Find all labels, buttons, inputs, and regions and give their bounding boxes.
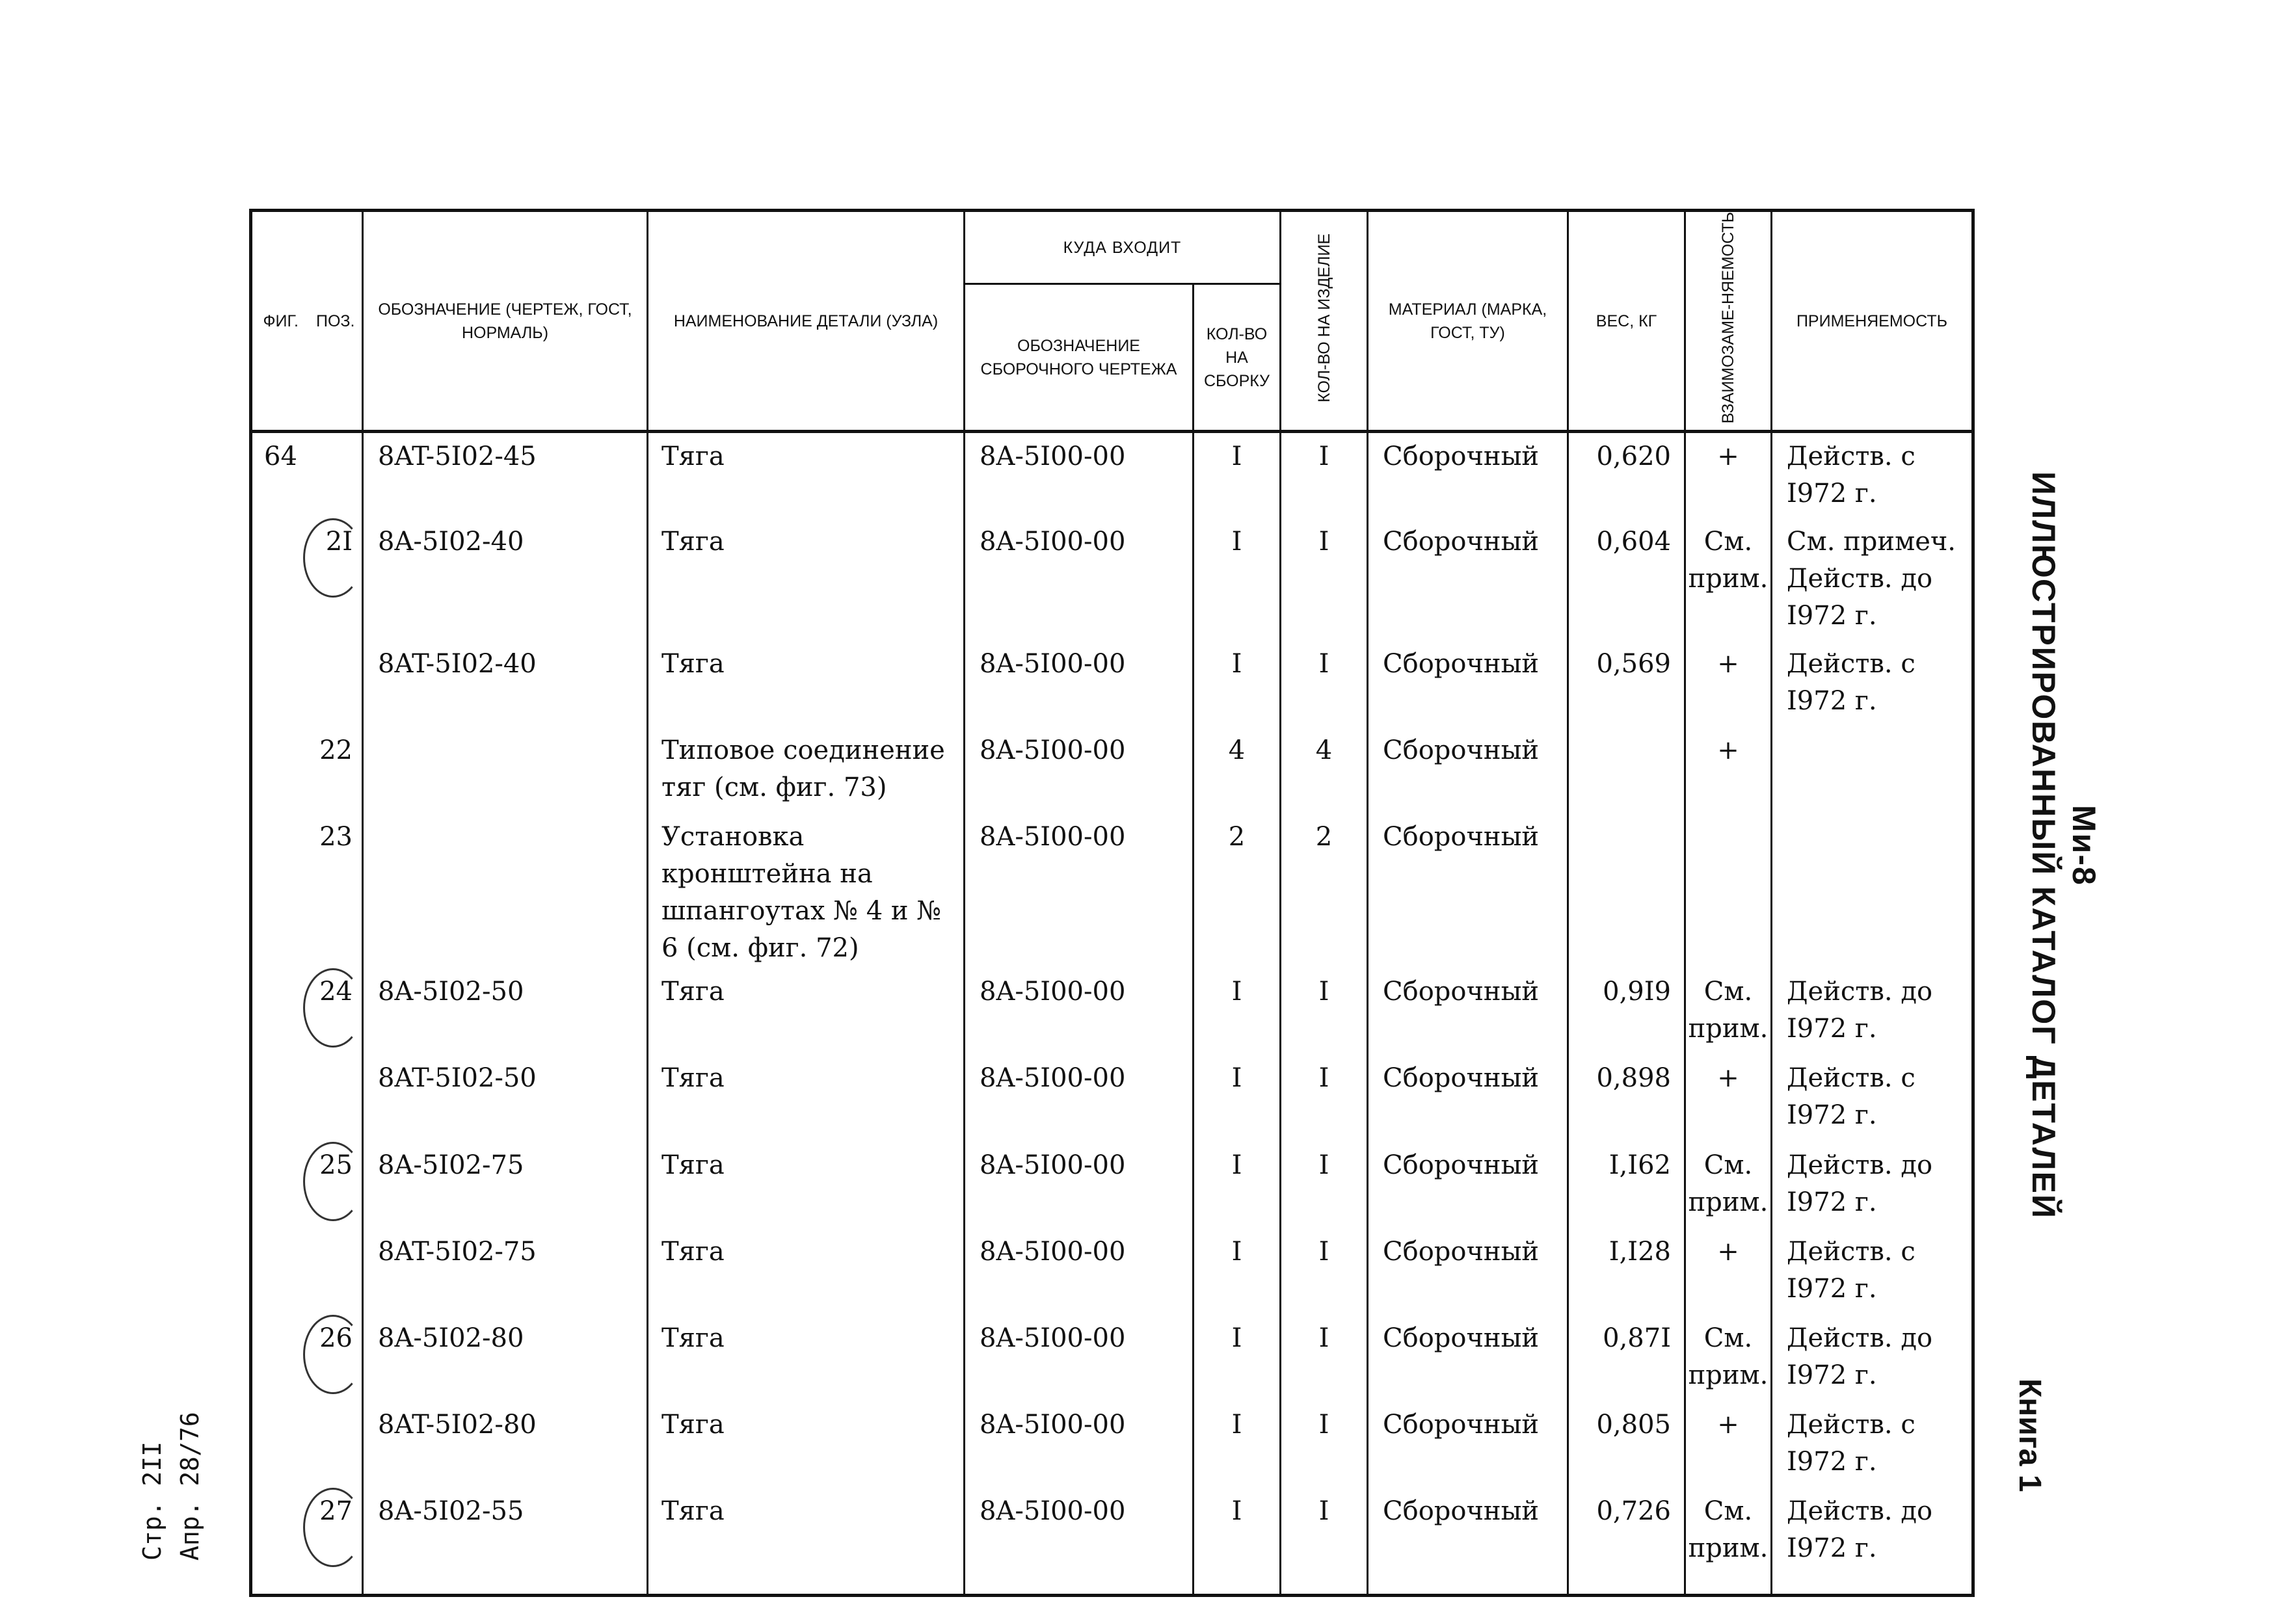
- cell-material-text: Сборочный: [1383, 1496, 1540, 1527]
- cell-applicability-text: Действ. с I972 г.: [1787, 1236, 1916, 1304]
- cell-weight: [1568, 518, 1685, 640]
- cell-qty-per-assembly: [1194, 1142, 1281, 1228]
- cell-interchangeability-text: См. прим.: [1688, 1150, 1769, 1217]
- cell-interchangeability: [1685, 1488, 1772, 1596]
- cell-name: [648, 1055, 965, 1141]
- cell-pos-text: 24: [319, 977, 353, 1007]
- cell-qty-per-product: [1281, 518, 1368, 640]
- cell-assembly-drawing: [965, 1488, 1194, 1596]
- cell-name-text: Тяга: [661, 1236, 725, 1267]
- cell-qty-per-product: [1281, 727, 1368, 813]
- table-row: [251, 1142, 1973, 1228]
- cell-qty-per-product-text: I: [1318, 442, 1329, 472]
- cell-pos: [310, 518, 363, 640]
- cell-interchangeability-text: См. прим.: [1688, 1323, 1769, 1391]
- cell-assembly-drawing-text: 8A-5I00-00: [980, 1063, 1126, 1094]
- cell-qty-per-product: [1281, 1142, 1368, 1228]
- table-row: [251, 813, 1973, 968]
- cell-qty-per-product: [1281, 432, 1368, 518]
- header-included-in: КУДА ВХОДИТ: [965, 211, 1281, 284]
- cell-fig: [251, 727, 310, 813]
- cell-qty-per-product-text: I: [1318, 1150, 1329, 1180]
- cell-fig-text: 64: [264, 442, 297, 472]
- cell-name-text: Тяга: [661, 1323, 725, 1354]
- cell-pos: [310, 1315, 363, 1401]
- cell-applicability-text: Действ. до I972 г.: [1787, 1496, 1933, 1564]
- cell-pos: [310, 1228, 363, 1315]
- catalog-side-title: [2020, 455, 2104, 1235]
- cell-applicability: [1772, 727, 1973, 813]
- parts-catalog-table: [249, 209, 1975, 1597]
- position-callout-circle: [303, 1142, 363, 1221]
- cell-name: [648, 727, 965, 813]
- cell-material-text: Сборочный: [1383, 1323, 1540, 1354]
- cell-assembly-drawing: [965, 1055, 1194, 1141]
- cell-applicability: [1772, 1228, 1973, 1315]
- cell-qty-per-product: [1281, 1401, 1368, 1488]
- cell-name-text: Тяга: [661, 1063, 725, 1094]
- cell-interchangeability: [1685, 968, 1772, 1055]
- cell-name-text: Типовое соединение тяг (см. фиг. 73): [661, 735, 945, 802]
- cell-weight-text: 0,569: [1596, 648, 1671, 679]
- cell-pos: [310, 432, 363, 518]
- cell-pos: [310, 727, 363, 813]
- cell-material-text: Сборочный: [1383, 442, 1540, 472]
- cell-qty-per-product: [1281, 813, 1368, 968]
- cell-applicability-text: Действ. с I972 г.: [1787, 1063, 1916, 1131]
- cell-qty-per-assembly-text: I: [1231, 527, 1242, 557]
- cell-assembly-drawing: [965, 1142, 1194, 1228]
- cell-qty-per-assembly-text: I: [1231, 1063, 1242, 1094]
- table-row: [251, 1055, 1973, 1141]
- cell-material: [1368, 640, 1568, 727]
- cell-qty-per-assembly-text: I: [1231, 1323, 1242, 1354]
- cell-weight-text: 0,604: [1596, 527, 1671, 557]
- cell-applicability: [1772, 968, 1973, 1055]
- table-row: [251, 432, 1973, 518]
- cell-designation: [363, 640, 648, 727]
- cell-material-text: Сборочный: [1383, 1150, 1540, 1180]
- cell-interchangeability-text: +: [1717, 735, 1739, 765]
- cell-qty-per-product: [1281, 640, 1368, 727]
- cell-designation-text: 8AT-5I02-40: [378, 648, 537, 679]
- cell-pos: [310, 640, 363, 727]
- cell-material: [1368, 432, 1568, 518]
- cell-qty-per-assembly: [1194, 1055, 1281, 1141]
- header-qty-per-product-text: КОЛ-ВО НА ИЗДЕЛИЕ: [1315, 233, 1333, 402]
- cell-qty-per-product-text: I: [1318, 977, 1329, 1007]
- header-interchangeability: [1685, 211, 1772, 432]
- cell-name: [648, 1142, 965, 1228]
- cell-material-text: Сборочный: [1383, 527, 1540, 557]
- cell-assembly-drawing: [965, 1228, 1194, 1315]
- cell-assembly-drawing-text: 8A-5I00-00: [980, 977, 1126, 1007]
- cell-name-text: Тяга: [661, 977, 725, 1007]
- cell-qty-per-assembly: [1194, 727, 1281, 813]
- cell-weight-text: 0,9I9: [1603, 977, 1671, 1007]
- cell-qty-per-product-text: I: [1318, 1410, 1329, 1440]
- cell-designation: [363, 1401, 648, 1488]
- cell-qty-per-product-text: I: [1318, 1063, 1329, 1094]
- cell-qty-per-assembly: [1194, 1488, 1281, 1596]
- table-row: [251, 968, 1973, 1055]
- book-label: Книга 1: [2012, 1379, 2047, 1492]
- cell-name: [648, 1401, 965, 1488]
- cell-weight: [1568, 640, 1685, 727]
- cell-applicability-text: Действ. до I972 г.: [1787, 1150, 1933, 1217]
- cell-qty-per-assembly-text: I: [1231, 1150, 1242, 1180]
- cell-material-text: Сборочный: [1383, 1236, 1540, 1267]
- cell-applicability: [1772, 1055, 1973, 1141]
- cell-weight-text: 0,726: [1596, 1496, 1671, 1527]
- cell-designation: [363, 727, 648, 813]
- cell-qty-per-assembly: [1194, 640, 1281, 727]
- cell-pos: [310, 1142, 363, 1228]
- cell-designation: [363, 1142, 648, 1228]
- cell-pos-text: 2I: [325, 527, 353, 557]
- cell-name-text: Тяга: [661, 1410, 725, 1440]
- cell-weight-text: I,I62: [1609, 1150, 1671, 1180]
- cell-weight: [1568, 1228, 1685, 1315]
- cell-qty-per-product-text: 4: [1315, 735, 1333, 765]
- cell-fig: [251, 518, 310, 640]
- cell-interchangeability-text: См. прим.: [1688, 977, 1769, 1044]
- cell-weight: [1568, 432, 1685, 518]
- cell-designation-text: 8A-5I02-40: [378, 527, 524, 557]
- cell-applicability: [1772, 518, 1973, 640]
- cell-material-text: Сборочный: [1383, 1410, 1540, 1440]
- cell-applicability: [1772, 1488, 1973, 1596]
- cell-assembly-drawing-text: 8A-5I00-00: [980, 1150, 1126, 1180]
- cell-designation-text: 8AT-5I02-50: [378, 1063, 537, 1094]
- cell-weight: [1568, 727, 1685, 813]
- cell-interchangeability-text: +: [1717, 1063, 1739, 1094]
- cell-designation: [363, 1228, 648, 1315]
- cell-weight: [1568, 1142, 1685, 1228]
- cell-applicability: [1772, 1142, 1973, 1228]
- position-callout-circle: [303, 1315, 363, 1394]
- cell-name-text: Тяга: [661, 442, 725, 472]
- position-callout-circle: [303, 518, 363, 598]
- cell-qty-per-product: [1281, 1315, 1368, 1401]
- page-number: Стр. 2II: [138, 1441, 167, 1561]
- cell-material: [1368, 518, 1568, 640]
- cell-pos: [310, 1488, 363, 1596]
- cell-designation: [363, 1488, 648, 1596]
- cell-interchangeability: [1685, 1142, 1772, 1228]
- cell-qty-per-assembly: [1194, 1228, 1281, 1315]
- cell-applicability-text: Действ. с I972 г.: [1787, 648, 1916, 716]
- cell-applicability: [1772, 640, 1973, 727]
- cell-applicability-text: См. примеч. Действ. до I972 г.: [1787, 527, 1956, 631]
- cell-designation-text: 8A-5I02-80: [378, 1323, 524, 1354]
- cell-name: [648, 813, 965, 968]
- cell-qty-per-assembly: [1194, 518, 1281, 640]
- cell-interchangeability-text: +: [1717, 1236, 1739, 1267]
- cell-qty-per-product-text: I: [1318, 527, 1329, 557]
- cell-qty-per-product: [1281, 1055, 1368, 1141]
- catalog-title: ИЛЛЮСТРИРОВАННЫЙ КАТАЛОГ ДЕТАЛЕЙ: [2025, 471, 2062, 1219]
- cell-pos-text: 22: [319, 735, 353, 765]
- position-callout-circle: [303, 1488, 363, 1567]
- cell-qty-per-product: [1281, 968, 1368, 1055]
- cell-designation: [363, 1315, 648, 1401]
- cell-assembly-drawing-text: 8A-5I00-00: [980, 822, 1126, 852]
- cell-material: [1368, 1401, 1568, 1488]
- cell-interchangeability: [1685, 1315, 1772, 1401]
- cell-assembly-drawing-text: 8A-5I00-00: [980, 735, 1126, 765]
- cell-name: [648, 1315, 965, 1401]
- cell-interchangeability: [1685, 813, 1772, 968]
- cell-assembly-drawing-text: 8A-5I00-00: [980, 1236, 1126, 1267]
- cell-qty-per-assembly-text: I: [1231, 1410, 1242, 1440]
- table-row: [251, 518, 1973, 640]
- cell-qty-per-product: [1281, 1228, 1368, 1315]
- cell-interchangeability-text: +: [1717, 1410, 1739, 1440]
- cell-weight: [1568, 1401, 1685, 1488]
- cell-name-text: Тяга: [661, 527, 725, 557]
- cell-material-text: Сборочный: [1383, 1063, 1540, 1094]
- cell-assembly-drawing: [965, 432, 1194, 518]
- cell-interchangeability-text: +: [1717, 648, 1739, 679]
- cell-interchangeability: [1685, 1401, 1772, 1488]
- cell-fig: [251, 1315, 310, 1401]
- header-designation: ОБОЗНАЧЕНИЕ (ЧЕРТЕЖ, ГОСТ, НОРМАЛЬ): [363, 211, 648, 432]
- cell-interchangeability: [1685, 1228, 1772, 1315]
- cell-applicability: [1772, 432, 1973, 518]
- page-stamp: [133, 1352, 218, 1561]
- cell-material: [1368, 968, 1568, 1055]
- cell-weight: [1568, 1488, 1685, 1596]
- table-row: [251, 1401, 1973, 1488]
- cell-name: [648, 432, 965, 518]
- cell-designation-text: 8A-5I02-75: [378, 1150, 524, 1180]
- cell-fig: [251, 432, 310, 518]
- cell-pos: [310, 1401, 363, 1488]
- cell-name: [648, 1488, 965, 1596]
- cell-weight-text: 0,898: [1596, 1063, 1671, 1094]
- cell-assembly-drawing-text: 8A-5I00-00: [980, 442, 1126, 472]
- cell-weight-text: I,I28: [1609, 1236, 1671, 1267]
- cell-assembly-drawing: [965, 968, 1194, 1055]
- cell-interchangeability: [1685, 1055, 1772, 1141]
- cell-pos: [310, 968, 363, 1055]
- cell-qty-per-product-text: I: [1318, 1323, 1329, 1354]
- cell-assembly-drawing-text: 8A-5I00-00: [980, 648, 1126, 679]
- cell-designation: [363, 518, 648, 640]
- cell-material-text: Сборочный: [1383, 822, 1540, 852]
- cell-fig: [251, 1142, 310, 1228]
- cell-qty-per-assembly-text: 2: [1228, 822, 1246, 852]
- header-interchangeability-text: ВЗАИМОЗАМЕ-НЯЕМОСТЬ: [1719, 212, 1737, 424]
- cell-pos-text: 27: [319, 1496, 353, 1527]
- table-row: [251, 640, 1973, 727]
- table-row: [251, 1315, 1973, 1401]
- header-material: МАТЕРИАЛ (МАРКА, ГОСТ, ТУ): [1368, 211, 1568, 432]
- cell-weight-text: 0,87I: [1603, 1323, 1671, 1354]
- cell-qty-per-product-text: I: [1318, 648, 1329, 679]
- cell-designation: [363, 968, 648, 1055]
- header-pos: ПОЗ.: [310, 211, 363, 432]
- cell-material: [1368, 1488, 1568, 1596]
- cell-fig: [251, 1401, 310, 1488]
- cell-assembly-drawing-text: 8A-5I00-00: [980, 527, 1126, 557]
- cell-designation-text: 8AT-5I02-75: [378, 1236, 537, 1267]
- cell-pos-text: 23: [319, 822, 353, 852]
- cell-weight: [1568, 1055, 1685, 1141]
- cell-fig: [251, 1488, 310, 1596]
- cell-designation: [363, 1055, 648, 1141]
- cell-assembly-drawing-text: 8A-5I00-00: [980, 1323, 1126, 1354]
- cell-fig: [251, 968, 310, 1055]
- cell-material-text: Сборочный: [1383, 977, 1540, 1007]
- cell-name-text: Тяга: [661, 1496, 725, 1527]
- cell-qty-per-assembly-text: I: [1231, 1496, 1242, 1527]
- cell-assembly-drawing: [965, 1401, 1194, 1488]
- cell-pos-text: 25: [319, 1150, 353, 1180]
- cell-fig: [251, 813, 310, 968]
- cell-qty-per-assembly: [1194, 1401, 1281, 1488]
- cell-qty-per-assembly: [1194, 1315, 1281, 1401]
- cell-material: [1368, 1228, 1568, 1315]
- cell-qty-per-assembly-text: I: [1231, 648, 1242, 679]
- cell-name-text: Установка кронштейна на шпангоутах № 4 и № 6 (см. фиг. 72): [661, 822, 942, 964]
- cell-qty-per-assembly-text: I: [1231, 1236, 1242, 1267]
- cell-applicability-text: Действ. до I972 г.: [1787, 977, 1933, 1044]
- header-qty-per-product: [1281, 211, 1368, 432]
- cell-applicability-text: Действ. с I972 г.: [1787, 442, 1916, 509]
- cell-assembly-drawing: [965, 1315, 1194, 1401]
- cell-name: [648, 968, 965, 1055]
- header-qty-per-assembly: КОЛ-ВО НА СБОРКУ: [1194, 284, 1281, 432]
- cell-designation-text: 8A-5I02-55: [378, 1496, 524, 1527]
- cell-designation-text: 8A-5I02-50: [378, 977, 524, 1007]
- cell-weight: [1568, 813, 1685, 968]
- cell-assembly-drawing-text: 8A-5I00-00: [980, 1410, 1126, 1440]
- cell-pos: [310, 813, 363, 968]
- cell-name: [648, 640, 965, 727]
- cell-qty-per-assembly-text: I: [1231, 977, 1242, 1007]
- cell-qty-per-assembly: [1194, 968, 1281, 1055]
- cell-qty-per-assembly: [1194, 813, 1281, 968]
- cell-material-text: Сборочный: [1383, 648, 1540, 679]
- table-row: [251, 1228, 1973, 1315]
- cell-material: [1368, 1315, 1568, 1401]
- position-callout-circle: [303, 968, 363, 1048]
- cell-fig: [251, 1055, 310, 1141]
- cell-assembly-drawing: [965, 640, 1194, 727]
- cell-weight: [1568, 1315, 1685, 1401]
- cell-weight-text: 0,805: [1596, 1410, 1671, 1440]
- table-row: [251, 727, 1973, 813]
- cell-interchangeability-text: +: [1717, 442, 1739, 472]
- cell-applicability: [1772, 1315, 1973, 1401]
- cell-fig: [251, 1228, 310, 1315]
- cell-designation-text: 8AT-5I02-45: [378, 442, 537, 472]
- cell-interchangeability: [1685, 640, 1772, 727]
- cell-qty-per-assembly-text: 4: [1228, 735, 1246, 765]
- cell-assembly-drawing: [965, 727, 1194, 813]
- cell-interchangeability-text: См. прим.: [1688, 1496, 1769, 1564]
- header-weight: ВЕС, КГ: [1568, 211, 1685, 432]
- cell-interchangeability: [1685, 727, 1772, 813]
- cell-material: [1368, 1055, 1568, 1141]
- cell-assembly-drawing-text: 8A-5I00-00: [980, 1496, 1126, 1527]
- cell-applicability: [1772, 813, 1973, 968]
- cell-qty-per-product: [1281, 1488, 1368, 1596]
- cell-assembly-drawing: [965, 518, 1194, 640]
- cell-applicability: [1772, 1401, 1973, 1488]
- cell-name: [648, 1228, 965, 1315]
- cell-name-text: Тяга: [661, 1150, 725, 1180]
- cell-qty-per-assembly: [1194, 432, 1281, 518]
- cell-fig: [251, 640, 310, 727]
- cell-material: [1368, 727, 1568, 813]
- aircraft-label: Ми-8: [2066, 804, 2102, 886]
- cell-qty-per-product-text: I: [1318, 1236, 1329, 1267]
- header-name: НАИМЕНОВАНИЕ ДЕТАЛИ (УЗЛА): [648, 211, 965, 432]
- cell-interchangeability-text: См. прим.: [1688, 527, 1769, 594]
- header-applicability: ПРИМЕНЯЕМОСТЬ: [1772, 211, 1973, 432]
- cell-qty-per-product-text: 2: [1315, 822, 1333, 852]
- revision-date: Апр. 28/76: [176, 1412, 204, 1561]
- cell-qty-per-assembly-text: I: [1231, 442, 1242, 472]
- cell-interchangeability: [1685, 518, 1772, 640]
- cell-weight-text: 0,620: [1596, 442, 1671, 472]
- cell-pos: [310, 1055, 363, 1141]
- cell-applicability-text: Действ. с I972 г.: [1787, 1410, 1916, 1477]
- cell-material: [1368, 813, 1568, 968]
- cell-qty-per-product-text: I: [1318, 1496, 1329, 1527]
- cell-material-text: Сборочный: [1383, 735, 1540, 765]
- cell-name: [648, 518, 965, 640]
- cell-weight: [1568, 968, 1685, 1055]
- cell-designation-text: 8AT-5I02-80: [378, 1410, 537, 1440]
- cell-pos-text: 26: [319, 1323, 353, 1354]
- cell-designation: [363, 813, 648, 968]
- cell-assembly-drawing: [965, 813, 1194, 968]
- cell-material: [1368, 1142, 1568, 1228]
- cell-name-text: Тяга: [661, 648, 725, 679]
- table-body: [251, 432, 1973, 1596]
- header-assembly-drawing: ОБОЗНАЧЕНИЕ СБОРОЧНОГО ЧЕРТЕЖА: [965, 284, 1194, 432]
- cell-designation: [363, 432, 648, 518]
- table-row: [251, 1488, 1973, 1596]
- cell-applicability-text: Действ. до I972 г.: [1787, 1323, 1933, 1391]
- header-fig: ФИГ.: [251, 211, 310, 432]
- cell-interchangeability: [1685, 432, 1772, 518]
